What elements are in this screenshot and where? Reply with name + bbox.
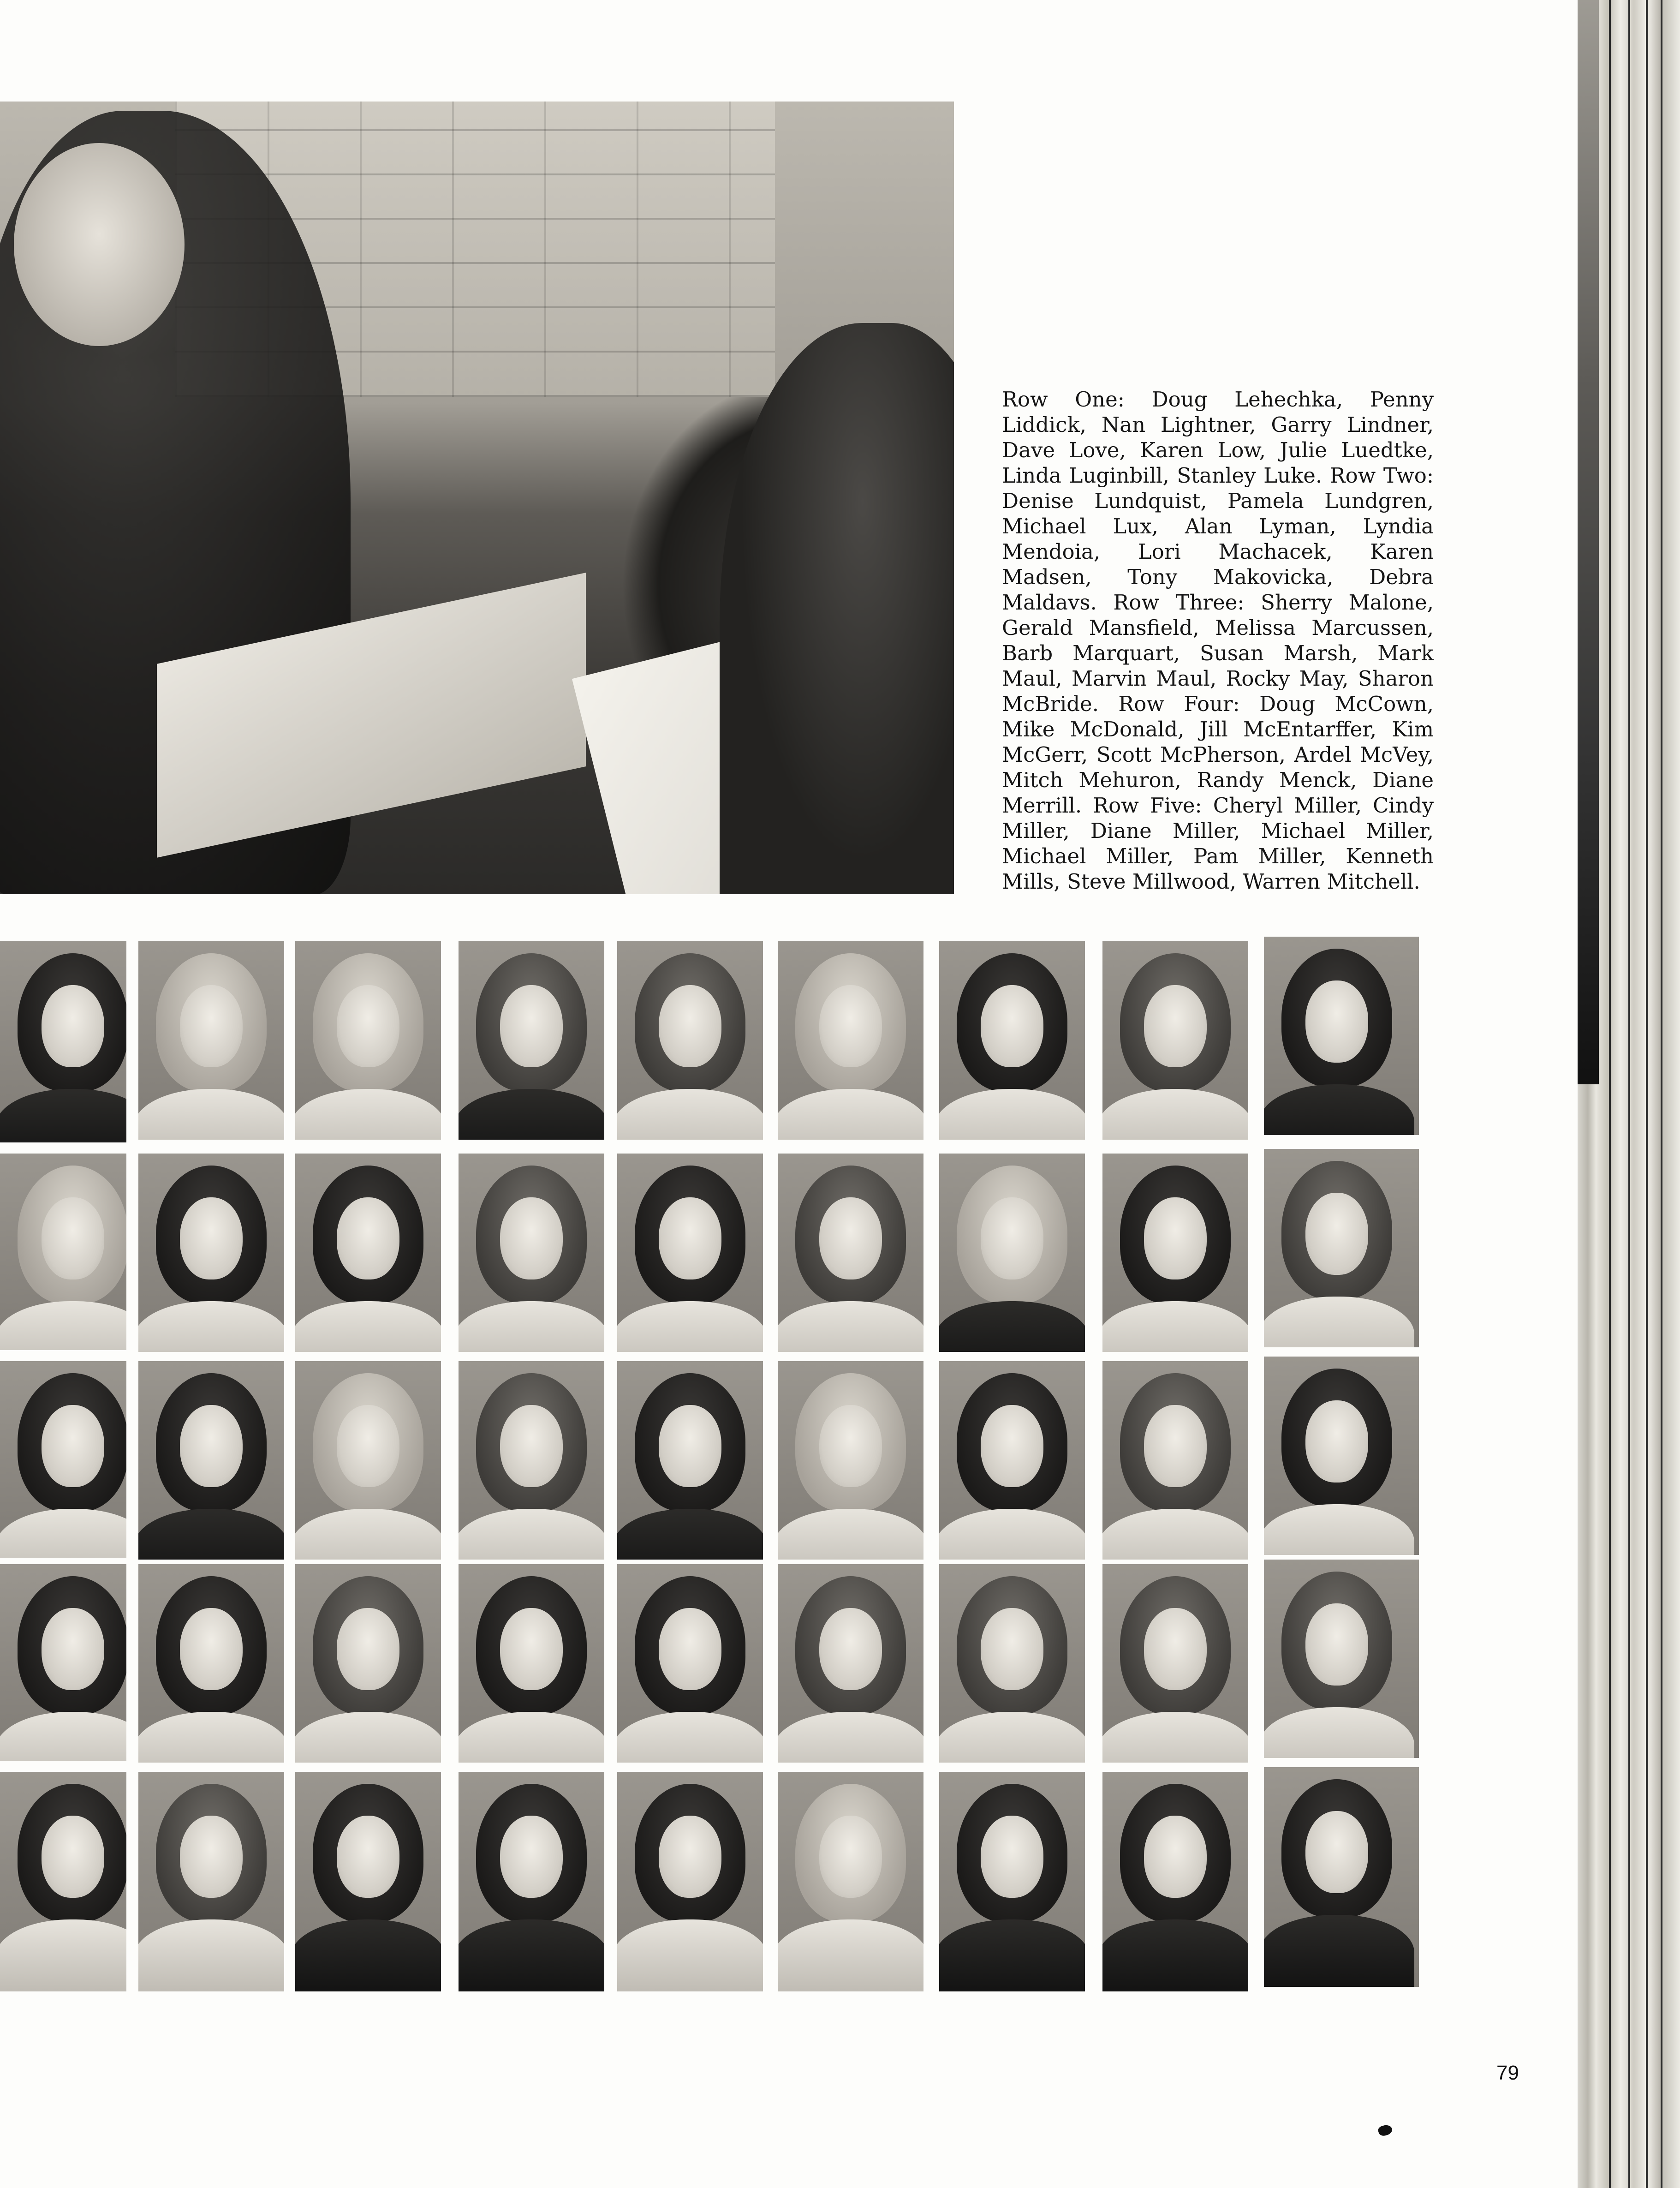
portrait xyxy=(295,941,441,1140)
ink-mark xyxy=(1377,2123,1393,2137)
portrait xyxy=(1102,941,1248,1140)
portrait xyxy=(939,1361,1085,1560)
portrait xyxy=(1102,1361,1248,1560)
portrait xyxy=(1102,1772,1248,1991)
portrait xyxy=(1102,1154,1248,1352)
page-edge-line xyxy=(1609,0,1611,2188)
portrait xyxy=(778,1772,923,1991)
portrait xyxy=(0,941,126,1142)
portrait xyxy=(617,941,763,1140)
portrait xyxy=(0,1361,126,1558)
portrait xyxy=(295,1361,441,1560)
portrait xyxy=(1102,1564,1248,1763)
portrait xyxy=(617,1361,763,1560)
portrait xyxy=(459,1361,604,1560)
portrait xyxy=(1264,1560,1419,1758)
facing-page-strip xyxy=(1578,0,1599,1084)
portrait xyxy=(939,1154,1085,1352)
portrait xyxy=(0,1564,126,1761)
portrait xyxy=(778,1361,923,1560)
portrait xyxy=(0,1772,126,1991)
portrait xyxy=(295,1772,441,1991)
portrait xyxy=(295,1154,441,1352)
portrait xyxy=(1264,937,1419,1135)
portrait xyxy=(939,1772,1085,1991)
portrait xyxy=(295,1564,441,1763)
portrait xyxy=(0,1154,126,1350)
portrait xyxy=(778,941,923,1140)
page-edge-line xyxy=(1628,0,1630,2188)
portrait xyxy=(939,941,1085,1140)
portrait xyxy=(138,1772,284,1991)
portrait xyxy=(138,941,284,1140)
portrait xyxy=(617,1154,763,1352)
portrait xyxy=(1264,1767,1419,1987)
portrait xyxy=(459,1564,604,1763)
page-edge-line xyxy=(1646,0,1648,2188)
page-number: 79 xyxy=(1496,2062,1519,2084)
portrait xyxy=(459,941,604,1140)
photo-caption: Row One: Doug Lehechka, Penny Liddick, Nan Lightner, Garry Lindner, Dave Love, Karen Low, Julie Luedtke, Linda Luginbill, Stanley Luke. Row Two: Denise Lundquist, Pamela Lundgren, Michael Lux, Alan Lyman, Lyndia Mendoia, Lori Machacek, Karen Madsen, Tony Makovicka, Debra Maldavs. Row Three: Sherry Malone, Gerald Mansfield, Melissa Marcussen, Barb Marquart, Susan Marsh, Mark Maul, Marvin Maul, Rocky May, Sharon McBride. Row Four: Doug McCown, Mike McDonald, Jill McEntarffer, Kim McGerr, Scott McPherson, Ardel McVey, Mitch Mehuron, Randy Menck, Diane Merrill. Row Five: Cheryl Miller, Cindy Miller, Diane Miller, Michael Miller, Michael Miller, Pam Miller, Kenneth Mills, Steve Millwood, Warren Mitchell. xyxy=(1002,387,1434,894)
portrait xyxy=(1264,1357,1419,1555)
portrait xyxy=(138,1361,284,1560)
portrait xyxy=(138,1154,284,1352)
portrait xyxy=(939,1564,1085,1763)
portrait xyxy=(617,1564,763,1763)
portrait xyxy=(459,1772,604,1991)
portrait xyxy=(778,1154,923,1352)
portrait xyxy=(1264,1149,1419,1347)
portrait xyxy=(617,1772,763,1991)
portrait xyxy=(778,1564,923,1763)
portrait xyxy=(138,1564,284,1763)
portrait xyxy=(459,1154,604,1352)
page-edge-line xyxy=(1661,0,1662,2188)
